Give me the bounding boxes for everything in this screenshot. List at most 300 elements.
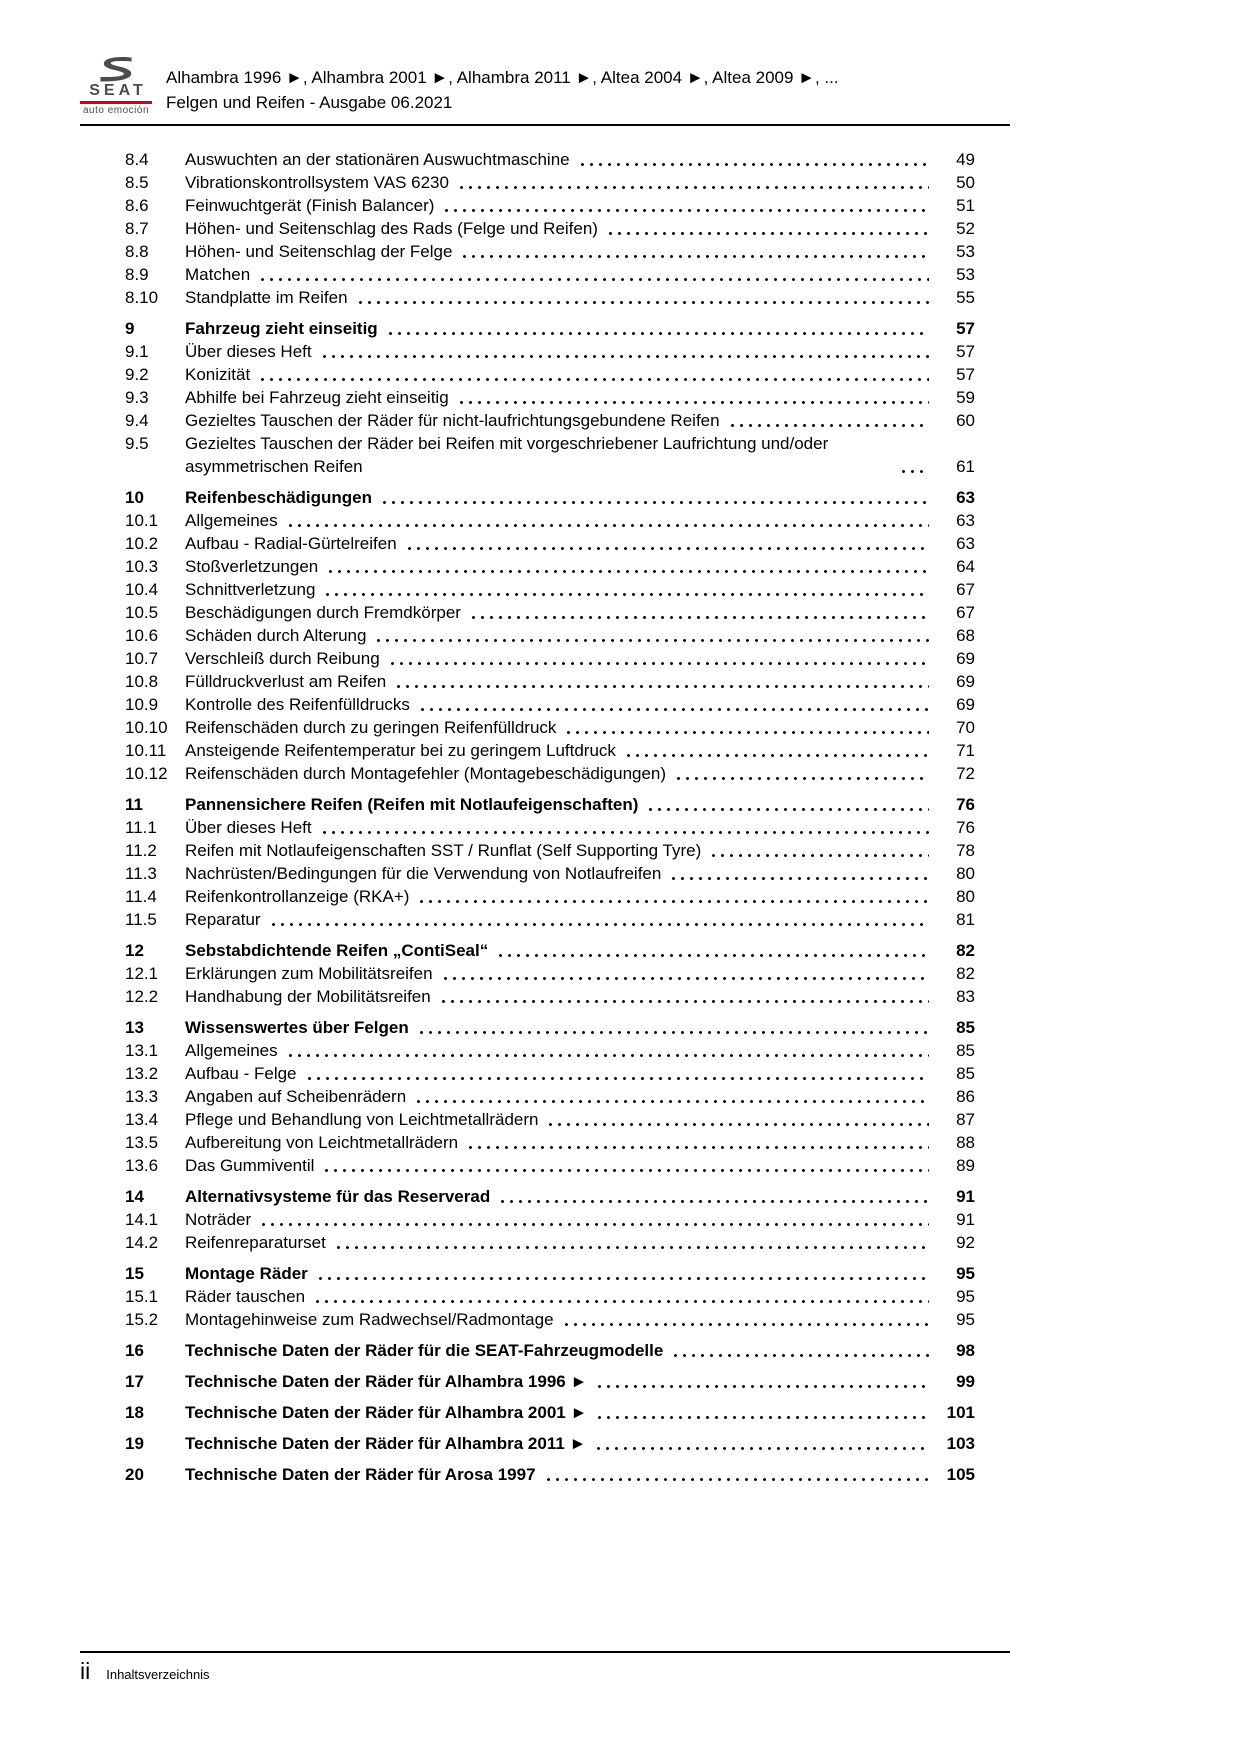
toc-entry-line	[185, 340, 975, 363]
toc-entry[interactable]	[125, 716, 975, 739]
toc-entry-number: 8.10	[125, 288, 159, 307]
toc-entry-page: 80	[956, 864, 975, 883]
toc-entry[interactable]	[125, 1131, 975, 1154]
toc-entry-line	[185, 148, 975, 171]
dot-leader	[388, 662, 929, 665]
toc-entry-title: Montagehinweise zum Radwechsel/Radmontage	[185, 1310, 554, 1329]
toc-entry-title: Reparatur	[185, 910, 261, 929]
toc-entry-page: 105	[946, 1465, 975, 1484]
toc-entry[interactable]	[125, 509, 975, 532]
toc-entry[interactable]	[125, 885, 975, 908]
toc-entry[interactable]	[125, 939, 975, 962]
toc-entry[interactable]	[125, 647, 975, 670]
dot-leader	[606, 232, 929, 235]
toc-entry-number: 16	[125, 1341, 144, 1360]
toc-entry-page: 72	[956, 764, 975, 783]
toc-entry-number: 8.7	[125, 219, 149, 238]
toc-entry-title: Fahrzeug zieht einseitig	[185, 319, 378, 338]
toc-entry-line	[185, 532, 975, 555]
toc-entry-title: Allgemeines	[185, 511, 278, 530]
toc-entry[interactable]	[125, 363, 975, 386]
toc-entry-page: 99	[956, 1372, 975, 1391]
toc-entry-number: 11.1	[125, 818, 157, 837]
toc-entry-page: 85	[956, 1064, 975, 1083]
dot-leader	[259, 1223, 929, 1226]
dot-leader	[356, 301, 929, 304]
header-document-title: Felgen und Reifen - Ausgabe 06.2021	[166, 93, 453, 112]
dot-leader	[414, 1100, 929, 1103]
toc-entry-number: 14	[125, 1187, 144, 1206]
seat-tagline: auto emoción	[82, 105, 150, 116]
dot-leader	[899, 470, 929, 473]
toc-entry[interactable]	[125, 762, 975, 785]
toc-entry[interactable]	[125, 1016, 975, 1039]
toc-entry-title: Nachrüsten/Bedingungen für die Verwendung von Notlaufreifen	[185, 864, 662, 883]
toc-entry-line	[185, 1463, 975, 1486]
toc-entry-line	[185, 862, 975, 885]
toc-entry-line	[185, 739, 975, 762]
toc-entry[interactable]	[125, 1308, 975, 1331]
toc-entry-number: 14.2	[125, 1233, 159, 1252]
toc-entry-line	[185, 171, 975, 194]
toc-entry[interactable]	[125, 1154, 975, 1177]
toc-entry-page: 50	[956, 173, 975, 192]
toc-entry-line	[185, 1016, 975, 1039]
dot-leader	[313, 1300, 929, 1303]
toc-entry[interactable]	[125, 409, 975, 432]
toc-entry-line	[185, 432, 975, 478]
toc-entry-title: Technische Daten der Räder für Alhambra 2001 ►	[185, 1403, 588, 1422]
toc-entry-line	[185, 194, 975, 217]
toc-entry-page: 53	[956, 265, 975, 284]
toc-entry[interactable]	[125, 862, 975, 885]
dot-leader	[544, 1478, 929, 1481]
toc-entry-page: 57	[956, 342, 975, 361]
toc-entry[interactable]	[125, 1185, 975, 1208]
toc-entry-line	[185, 363, 975, 386]
toc-entry[interactable]	[125, 386, 975, 409]
toc-entry-number: 9.3	[125, 388, 149, 407]
toc-entry-title: Matchen	[185, 265, 251, 284]
dot-leader	[728, 424, 929, 427]
toc-entry-page: 80	[956, 887, 975, 906]
dot-leader	[709, 854, 929, 857]
toc-entry[interactable]	[125, 962, 975, 985]
toc-entry-number: 9	[125, 319, 135, 338]
toc-entry-page: 52	[956, 219, 975, 238]
toc-entry[interactable]	[125, 1208, 975, 1231]
toc-entry-line	[185, 1185, 975, 1208]
toc-entry-line	[185, 962, 975, 985]
toc-entry-number: 10.12	[125, 764, 168, 783]
toc-entry-line	[185, 1039, 975, 1062]
dot-leader	[286, 524, 929, 527]
footer-page-number: ii	[80, 1658, 91, 1684]
toc-entry[interactable]	[125, 1039, 975, 1062]
toc-entry-title: Fülldruckverlust am Reifen	[185, 672, 387, 691]
toc-entry-title: Höhen- und Seitenschlag des Rads (Felge und Reifen)	[185, 219, 598, 238]
dot-leader	[669, 877, 929, 880]
toc-entry-number: 8.8	[125, 242, 149, 261]
toc-entry-line	[185, 1085, 975, 1108]
dot-leader	[322, 1169, 929, 1172]
toc-entry[interactable]	[125, 532, 975, 555]
toc-entry[interactable]	[125, 1085, 975, 1108]
toc-entry[interactable]	[125, 1285, 975, 1308]
toc-entry-line	[185, 624, 975, 647]
toc-entry-title: Pannensichere Reifen (Reifen mit Notlaufeigenschaften)	[185, 795, 639, 814]
toc-entry-page: 68	[956, 626, 975, 645]
toc-entry-number: 13.1	[125, 1041, 159, 1060]
toc-entry-number: 13.4	[125, 1110, 159, 1129]
toc-entry-page: 51	[956, 196, 975, 215]
toc-entry-number: 11.5	[125, 910, 157, 929]
toc-entry-page: 95	[956, 1264, 975, 1283]
toc-entry-page: 81	[956, 910, 975, 929]
toc-list	[125, 148, 975, 1486]
toc-entry-number: 10.2	[125, 534, 159, 553]
toc-entry[interactable]	[125, 1401, 975, 1424]
toc-entry[interactable]	[125, 1062, 975, 1085]
toc-entry-line	[185, 263, 975, 286]
toc-entry-line	[185, 1231, 975, 1254]
toc-entry-line	[185, 939, 975, 962]
dot-leader	[624, 754, 929, 757]
toc-entry[interactable]	[125, 148, 975, 171]
dot-leader	[418, 708, 929, 711]
toc-entry-title: Ansteigende Reifentemperatur bei zu geringem Luftdruck	[185, 741, 616, 760]
toc-entry-number: 8.9	[125, 265, 149, 284]
toc-entry-line	[185, 716, 975, 739]
toc-entry[interactable]	[125, 1262, 975, 1285]
toc-entry-number: 13	[125, 1018, 144, 1037]
toc-entry-line	[185, 647, 975, 670]
dot-leader	[442, 209, 929, 212]
dot-leader	[671, 1354, 929, 1357]
toc-entry-line	[185, 317, 975, 340]
toc-entry-page: 63	[956, 511, 975, 530]
toc-entry[interactable]	[125, 194, 975, 217]
toc-entry-page: 82	[956, 964, 975, 983]
toc-entry-line	[185, 409, 975, 432]
toc-entry-title: Reifen mit Notlaufeigenschaften SST / Runflat (Self Supporting Tyre)	[185, 841, 702, 860]
toc-entry-line	[185, 509, 975, 532]
toc-entry-title: Reifenschäden durch Montagefehler (Montagebeschädigungen)	[185, 764, 667, 783]
toc-entry-line	[185, 816, 975, 839]
toc-entry-line	[185, 839, 975, 862]
toc-entry-page: 60	[956, 411, 975, 430]
dot-leader	[320, 355, 929, 358]
logo-accent-bar	[80, 101, 152, 104]
toc-entry-line	[185, 1401, 975, 1424]
toc-entry-line	[185, 885, 975, 908]
toc-entry[interactable]	[125, 432, 975, 478]
toc-entry-line	[185, 486, 975, 509]
toc-entry-title: Reifenbeschädigungen	[185, 488, 373, 507]
dot-leader	[439, 1000, 929, 1003]
toc-entry-title: Technische Daten der Räder für Alhambra 1996 ►	[185, 1372, 588, 1391]
toc-entry-title: Reifenschäden durch zu geringen Reifenfülldruck	[185, 718, 557, 737]
dot-leader	[646, 808, 929, 811]
toc-entry-page: 70	[956, 718, 975, 737]
dot-leader	[562, 1323, 929, 1326]
toc-entry-number: 20	[125, 1465, 144, 1484]
toc-entry-number: 11.3	[125, 864, 157, 883]
dot-leader	[469, 616, 929, 619]
toc-entry-page: 63	[956, 488, 975, 507]
toc-entry[interactable]	[125, 601, 975, 624]
page-footer	[80, 1651, 1010, 1683]
toc-entry-page: 69	[956, 695, 975, 714]
toc-entry[interactable]	[125, 171, 975, 194]
toc-entry-number: 11	[125, 795, 143, 814]
toc-entry-page: 64	[956, 557, 975, 576]
toc-entry-page: 57	[956, 319, 975, 338]
dot-leader	[457, 401, 929, 404]
toc-entry-number: 10.9	[125, 695, 159, 714]
dot-leader	[578, 163, 929, 166]
dot-leader	[316, 1277, 929, 1280]
toc-entry-number: 13.6	[125, 1156, 159, 1175]
toc-entry-page: 76	[956, 795, 975, 814]
toc-entry-line	[185, 386, 975, 409]
dot-leader	[286, 1054, 929, 1057]
toc-entry-number: 15	[125, 1264, 144, 1283]
toc-entry[interactable]	[125, 624, 975, 647]
toc-entry-title: Alternativsysteme für das Reserverad	[185, 1187, 491, 1206]
toc-entry-number: 10.3	[125, 557, 159, 576]
toc-entry[interactable]	[125, 555, 975, 578]
toc-entry-page: 89	[956, 1156, 975, 1175]
dot-leader	[674, 777, 929, 780]
toc-entry-line	[185, 1339, 975, 1362]
toc-entry-title: Beschädigungen durch Fremdkörper	[185, 603, 461, 622]
header-text-block	[166, 65, 839, 116]
toc-entry-title: Gezieltes Tauschen der Räder bei Reifen mit vorgeschriebener Laufrichtung und/oder asymmetrischen Reifen	[185, 434, 829, 476]
toc-entry-title: Technische Daten der Räder für die SEAT-Fahrzeugmodelle	[185, 1341, 664, 1360]
dot-leader	[460, 255, 929, 258]
toc-entry-title: Technische Daten der Räder für Alhambra 2011 ►	[185, 1434, 587, 1453]
toc-entry-page: 69	[956, 672, 975, 691]
toc-entry-number: 9.4	[125, 411, 149, 430]
toc-entry-title: Über dieses Heft	[185, 342, 312, 361]
toc-entry-title: Aufbereitung von Leichtmetallrädern	[185, 1133, 459, 1152]
dot-leader	[417, 900, 929, 903]
toc-entry-title: Feinwuchtgerät (Finish Balancer)	[185, 196, 435, 215]
dot-leader	[374, 639, 929, 642]
toc-entry-page: 98	[956, 1341, 975, 1360]
dot-leader	[564, 731, 929, 734]
dot-leader	[334, 1246, 929, 1249]
toc-entry-number: 12	[125, 941, 144, 960]
toc-entry-title: Das Gummiventil	[185, 1156, 315, 1175]
toc-entry-number: 8.5	[125, 173, 149, 192]
toc-entry-title: Reifenreparaturset	[185, 1233, 326, 1252]
toc-entry[interactable]	[125, 1370, 975, 1393]
toc-entry[interactable]	[125, 240, 975, 263]
toc-entry-title: Angaben auf Scheibenrädern	[185, 1087, 407, 1106]
toc-entry-number: 14.1	[125, 1210, 159, 1229]
toc-entry-number: 15.2	[125, 1310, 159, 1329]
toc-entry-number: 13.3	[125, 1087, 159, 1106]
toc-entry-title: Allgemeines	[185, 1041, 278, 1060]
toc-entry-line	[185, 1154, 975, 1177]
toc-entry-line	[185, 908, 975, 931]
toc-entry-page: 91	[956, 1210, 975, 1229]
toc-entry-line	[185, 1208, 975, 1231]
toc-entry-page: 67	[956, 603, 975, 622]
toc-entry-page: 91	[956, 1187, 975, 1206]
seat-s-icon	[97, 55, 135, 82]
toc-entry-number: 10.11	[125, 741, 167, 760]
toc-entry-title: Auswuchten an der stationären Auswuchtmaschine	[185, 150, 570, 169]
toc-entry-number: 18	[125, 1403, 144, 1422]
toc-entry-title: Handhabung der Mobilitätsreifen	[185, 987, 431, 1006]
toc-entry[interactable]	[125, 286, 975, 309]
toc-entry-number: 15.1	[125, 1287, 159, 1306]
toc-entry-title: Standplatte im Reifen	[185, 288, 348, 307]
dot-leader	[594, 1447, 929, 1450]
toc-entry-page: 63	[956, 534, 975, 553]
toc-entry-title: Abhilfe bei Fahrzeug zieht einseitig	[185, 388, 449, 407]
toc-entry[interactable]	[125, 1108, 975, 1131]
toc-entry[interactable]	[125, 816, 975, 839]
toc-entry-page: 59	[956, 388, 975, 407]
toc-entry-line	[185, 1308, 975, 1331]
page-header	[80, 55, 1010, 126]
toc-entry-title: Gezieltes Tauschen der Räder für nicht-laufrichtungsgebundene Reifen	[185, 411, 720, 430]
toc-entry-page: 86	[956, 1087, 975, 1106]
toc-entry-number: 13.2	[125, 1064, 159, 1083]
header-models-line: Alhambra 1996 ►, Alhambra 2001 ►, Alhambra 2011 ►, Altea 2004 ►, Altea 2009 ►, ...	[166, 68, 839, 87]
toc-entry-number: 10.7	[125, 649, 159, 668]
toc-entry[interactable]	[125, 670, 975, 693]
dot-leader	[305, 1077, 929, 1080]
toc-entry-page: 88	[956, 1133, 975, 1152]
dot-leader	[466, 1146, 929, 1149]
toc-entry-number: 10.1	[125, 511, 159, 530]
dot-leader	[258, 278, 929, 281]
toc-entry-page: 55	[956, 288, 975, 307]
toc-entry-line	[185, 793, 975, 816]
toc-entry-title: Pflege und Behandlung von Leichtmetallrädern	[185, 1110, 539, 1129]
toc-entry-line	[185, 1108, 975, 1131]
toc-entry-line	[185, 1285, 975, 1308]
toc-entry-page: 69	[956, 649, 975, 668]
toc-entry-title: Technische Daten der Räder für Arosa 1997	[185, 1465, 536, 1484]
dot-leader	[386, 332, 929, 335]
toc-entry-number: 10.6	[125, 626, 159, 645]
dot-leader	[595, 1385, 929, 1388]
dot-leader	[496, 954, 929, 957]
dot-leader	[323, 593, 929, 596]
toc-entry-title: Kontrolle des Reifenfülldrucks	[185, 695, 410, 714]
toc-entry-title: Reifenkontrollanzeige (RKA+)	[185, 887, 410, 906]
toc-entry-line	[185, 670, 975, 693]
toc-entry-title: Konizität	[185, 365, 251, 384]
toc-entry-line	[185, 1131, 975, 1154]
toc-entry-number: 10.4	[125, 580, 159, 599]
toc-entry-line	[185, 985, 975, 1008]
toc-entry-line	[185, 693, 975, 716]
toc-entry-title: Aufbau - Radial-Gürtelreifen	[185, 534, 397, 553]
toc-entry-page: 82	[956, 941, 975, 960]
toc-entry-number: 9.2	[125, 365, 149, 384]
toc-entry-page: 76	[956, 818, 975, 837]
toc-entry-line	[185, 217, 975, 240]
toc-entry-title: Stoßverletzungen	[185, 557, 319, 576]
toc-entry[interactable]	[125, 1339, 975, 1362]
toc-entry[interactable]	[125, 839, 975, 862]
toc-entry[interactable]	[125, 217, 975, 240]
toc-entry-title: Vibrationskontrollsystem VAS 6230	[185, 173, 449, 192]
toc-entry[interactable]	[125, 263, 975, 286]
toc-entry-page: 57	[956, 365, 975, 384]
dot-leader	[417, 1031, 929, 1034]
toc-entry-number: 9.1	[125, 342, 149, 361]
toc-entry-line	[185, 1432, 975, 1455]
toc-entry-title: Aufbau - Felge	[185, 1064, 297, 1083]
toc-entry[interactable]	[125, 340, 975, 363]
dot-leader	[320, 831, 929, 834]
toc-entry[interactable]	[125, 1432, 975, 1455]
dot-leader	[441, 977, 929, 980]
toc-entry[interactable]	[125, 317, 975, 340]
toc-entry-title: Noträder	[185, 1210, 252, 1229]
toc-entry[interactable]	[125, 693, 975, 716]
dot-leader	[498, 1200, 929, 1203]
seat-wordmark: SEAT	[89, 82, 147, 99]
dot-leader	[546, 1123, 929, 1126]
toc-entry[interactable]	[125, 739, 975, 762]
toc-entry[interactable]	[125, 486, 975, 509]
dot-leader	[326, 570, 929, 573]
seat-logo	[80, 55, 152, 116]
dot-leader	[380, 501, 929, 504]
toc-entry[interactable]	[125, 985, 975, 1008]
toc-entry-line	[185, 1262, 975, 1285]
toc-entry-page: 95	[956, 1310, 975, 1329]
toc-entry-page: 87	[956, 1110, 975, 1129]
toc-entry-page: 85	[956, 1041, 975, 1060]
toc-entry-number: 17	[125, 1372, 144, 1391]
toc-entry-page: 53	[956, 242, 975, 261]
toc-entry[interactable]	[125, 908, 975, 931]
dot-leader	[457, 186, 929, 189]
toc-entry[interactable]	[125, 1231, 975, 1254]
toc-entry-number: 10.5	[125, 603, 159, 622]
toc-entry-line	[185, 555, 975, 578]
toc-entry-page: 85	[956, 1018, 975, 1037]
toc-entry-page: 83	[956, 987, 975, 1006]
toc-entry-title: Schnittverletzung	[185, 580, 316, 599]
toc-entry-number: 19	[125, 1434, 144, 1453]
dot-leader	[258, 378, 929, 381]
toc-entry-title: Sebstabdichtende Reifen „ContiSeal“	[185, 941, 489, 960]
dot-leader	[405, 547, 929, 550]
toc-entry-title: Verschleiß durch Reibung	[185, 649, 380, 668]
toc-entry[interactable]	[125, 578, 975, 601]
toc-entry-page: 101	[946, 1403, 975, 1422]
toc-entry-line	[185, 762, 975, 785]
toc-entry[interactable]	[125, 1463, 975, 1486]
toc-entry-number: 9.5	[125, 434, 149, 453]
dot-leader	[394, 685, 929, 688]
toc-entry-line	[185, 286, 975, 309]
toc-entry-number: 13.5	[125, 1133, 159, 1152]
toc-entry[interactable]	[125, 793, 975, 816]
toc-entry-number: 10	[125, 488, 144, 507]
